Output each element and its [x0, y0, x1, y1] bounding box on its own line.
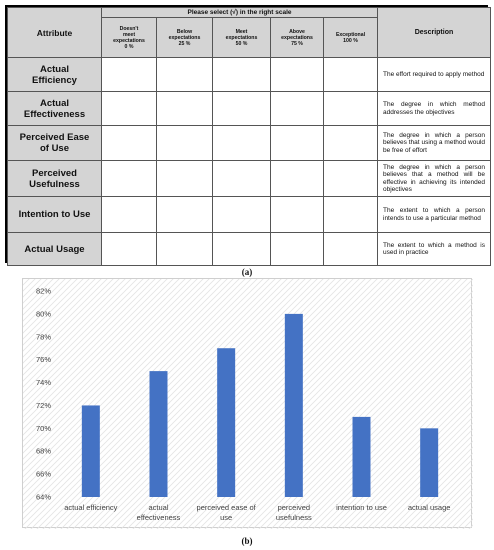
- attribute-name-line: Actual: [39, 97, 70, 109]
- bar-chart: [22, 278, 472, 528]
- rating-cell[interactable]: [102, 126, 157, 161]
- bar: [82, 405, 100, 497]
- y-tick-label: 78%: [35, 332, 51, 342]
- y-tick-label: 66%: [35, 469, 51, 479]
- scale-column-header-line: expectations: [281, 34, 313, 41]
- rating-cell[interactable]: [324, 197, 378, 233]
- rating-cell[interactable]: [213, 233, 271, 266]
- rating-cell[interactable]: [324, 126, 378, 161]
- scale-column-header: [271, 18, 324, 58]
- attribute-name-line: Perceived Ease: [19, 132, 90, 143]
- evaluation-table: [5, 5, 488, 263]
- y-tick-label: 74%: [35, 378, 51, 388]
- rating-cell[interactable]: [157, 233, 213, 266]
- scale-column-header-line: expectations: [168, 34, 201, 41]
- attribute-name-line: Usefulness: [29, 178, 80, 190]
- description-cell: The extent to which a method is used in practice: [378, 233, 491, 266]
- bar: [150, 371, 168, 497]
- rating-cell[interactable]: [102, 92, 157, 126]
- rating-cell[interactable]: [213, 126, 271, 161]
- y-tick-label: 76%: [35, 355, 51, 365]
- attribute-name: [8, 58, 102, 92]
- scale-column-header: [213, 18, 271, 58]
- scale-column-header-line: 25 %: [178, 40, 191, 47]
- scale-column-header: [102, 18, 157, 58]
- rating-cell[interactable]: [324, 161, 378, 197]
- attribute-name: [8, 233, 102, 266]
- scale-column-header-line: expectations: [225, 34, 258, 41]
- rating-cell[interactable]: [157, 58, 213, 92]
- scale-column-header-line: Exceptional: [335, 31, 366, 38]
- y-tick-label: 80%: [35, 309, 51, 319]
- description-cell: The effort required to apply method: [378, 58, 491, 92]
- table-row: [8, 92, 491, 126]
- scale-column-header-line: Doesn't: [119, 25, 139, 32]
- subfigure-label-b: (b): [241, 536, 253, 546]
- rating-cell[interactable]: [324, 233, 378, 266]
- attribute-name-line: Actual Usage: [24, 243, 85, 255]
- y-tick-label: 64%: [35, 492, 51, 502]
- scale-column-header-line: 50 %: [235, 40, 248, 47]
- rating-cell[interactable]: [157, 126, 213, 161]
- y-tick-label: 82%: [35, 286, 51, 296]
- attribute-name-line: of Use: [39, 143, 70, 154]
- rating-cell[interactable]: [213, 161, 271, 197]
- bar: [420, 428, 438, 497]
- rating-cell[interactable]: [213, 58, 271, 92]
- x-category-label: effectiveness: [136, 513, 181, 522]
- attribute-name-line: Intention to Use: [18, 209, 91, 220]
- description-cell: The degree in which a person believes that using a method would be free of effort: [378, 126, 491, 161]
- table-row: [8, 58, 491, 92]
- attribute-name: [8, 92, 102, 126]
- rating-cell[interactable]: [213, 92, 271, 126]
- y-tick-label: 72%: [35, 400, 51, 410]
- x-category-label: actual efficiency: [64, 503, 118, 512]
- attribute-name: [8, 197, 102, 233]
- bar-chart-svg: [23, 279, 473, 529]
- bar: [353, 417, 371, 497]
- rating-cell[interactable]: [271, 126, 324, 161]
- rating-cell[interactable]: [271, 58, 324, 92]
- evaluation-scale-table: [7, 7, 491, 266]
- scale-column-header-line: meet: [122, 31, 136, 38]
- attribute-name-line: Effectiveness: [23, 108, 86, 120]
- scale-column-header-line: Below: [176, 28, 193, 35]
- rating-cell[interactable]: [157, 197, 213, 233]
- description-cell: The degree in which a person believes that a method will be effective in achieving its intended objectives: [378, 161, 491, 197]
- scale-title: Please select (√) in the right scale: [102, 8, 378, 18]
- bar: [285, 314, 303, 497]
- scale-column-header-line: 75 %: [291, 40, 303, 47]
- description-cell: The degree in which method addresses the objectives: [378, 92, 491, 126]
- x-category-label: use: [220, 513, 233, 522]
- rating-cell[interactable]: [157, 161, 213, 197]
- rating-cell[interactable]: [271, 161, 324, 197]
- attribute-name-line: Efficiency: [32, 74, 77, 86]
- bar: [217, 348, 235, 497]
- x-category-label: intention to use: [336, 503, 387, 512]
- rating-cell[interactable]: [102, 233, 157, 266]
- scale-column-header-line: Meet: [235, 28, 248, 35]
- y-tick-label: 70%: [35, 423, 51, 433]
- rating-cell[interactable]: [102, 161, 157, 197]
- subfigure-label-a: (a): [241, 267, 253, 277]
- x-category-label: perceived ease of: [196, 503, 256, 512]
- attribute-name-line: Actual: [39, 63, 70, 75]
- table-row: [8, 197, 491, 233]
- table-row: [8, 233, 491, 266]
- attribute-name-line: Perceived: [32, 167, 77, 179]
- table-row: [8, 161, 491, 197]
- scale-column-header-line: expectations: [113, 37, 145, 44]
- x-category-label: actual usage: [407, 503, 451, 512]
- rating-cell[interactable]: [213, 197, 271, 233]
- scale-column-header-line: 0 %: [124, 43, 134, 50]
- description-header: Description: [378, 8, 491, 58]
- rating-cell[interactable]: [102, 58, 157, 92]
- rating-cell[interactable]: [271, 92, 324, 126]
- rating-cell[interactable]: [102, 197, 157, 233]
- y-tick-label: 68%: [35, 446, 51, 456]
- rating-cell[interactable]: [157, 92, 213, 126]
- scale-column-header-line: 100 %: [343, 37, 358, 44]
- description-cell: The extent to which a person intends to use a particular method: [378, 197, 491, 233]
- scale-column-header-line: Above: [289, 28, 305, 35]
- attribute-name: [8, 126, 102, 161]
- x-category-label: perceived: [277, 503, 311, 512]
- scale-column-header: [157, 18, 213, 58]
- x-category-label: usefulness: [275, 513, 312, 522]
- rating-cell[interactable]: [324, 58, 378, 92]
- attribute-header: Attribute: [8, 8, 102, 58]
- rating-cell[interactable]: [324, 92, 378, 126]
- x-category-label: actual: [148, 503, 169, 512]
- table-row: [8, 126, 491, 161]
- rating-cell[interactable]: [271, 233, 324, 266]
- attribute-name: [8, 161, 102, 197]
- scale-column-header: [324, 18, 378, 58]
- rating-cell[interactable]: [271, 197, 324, 233]
